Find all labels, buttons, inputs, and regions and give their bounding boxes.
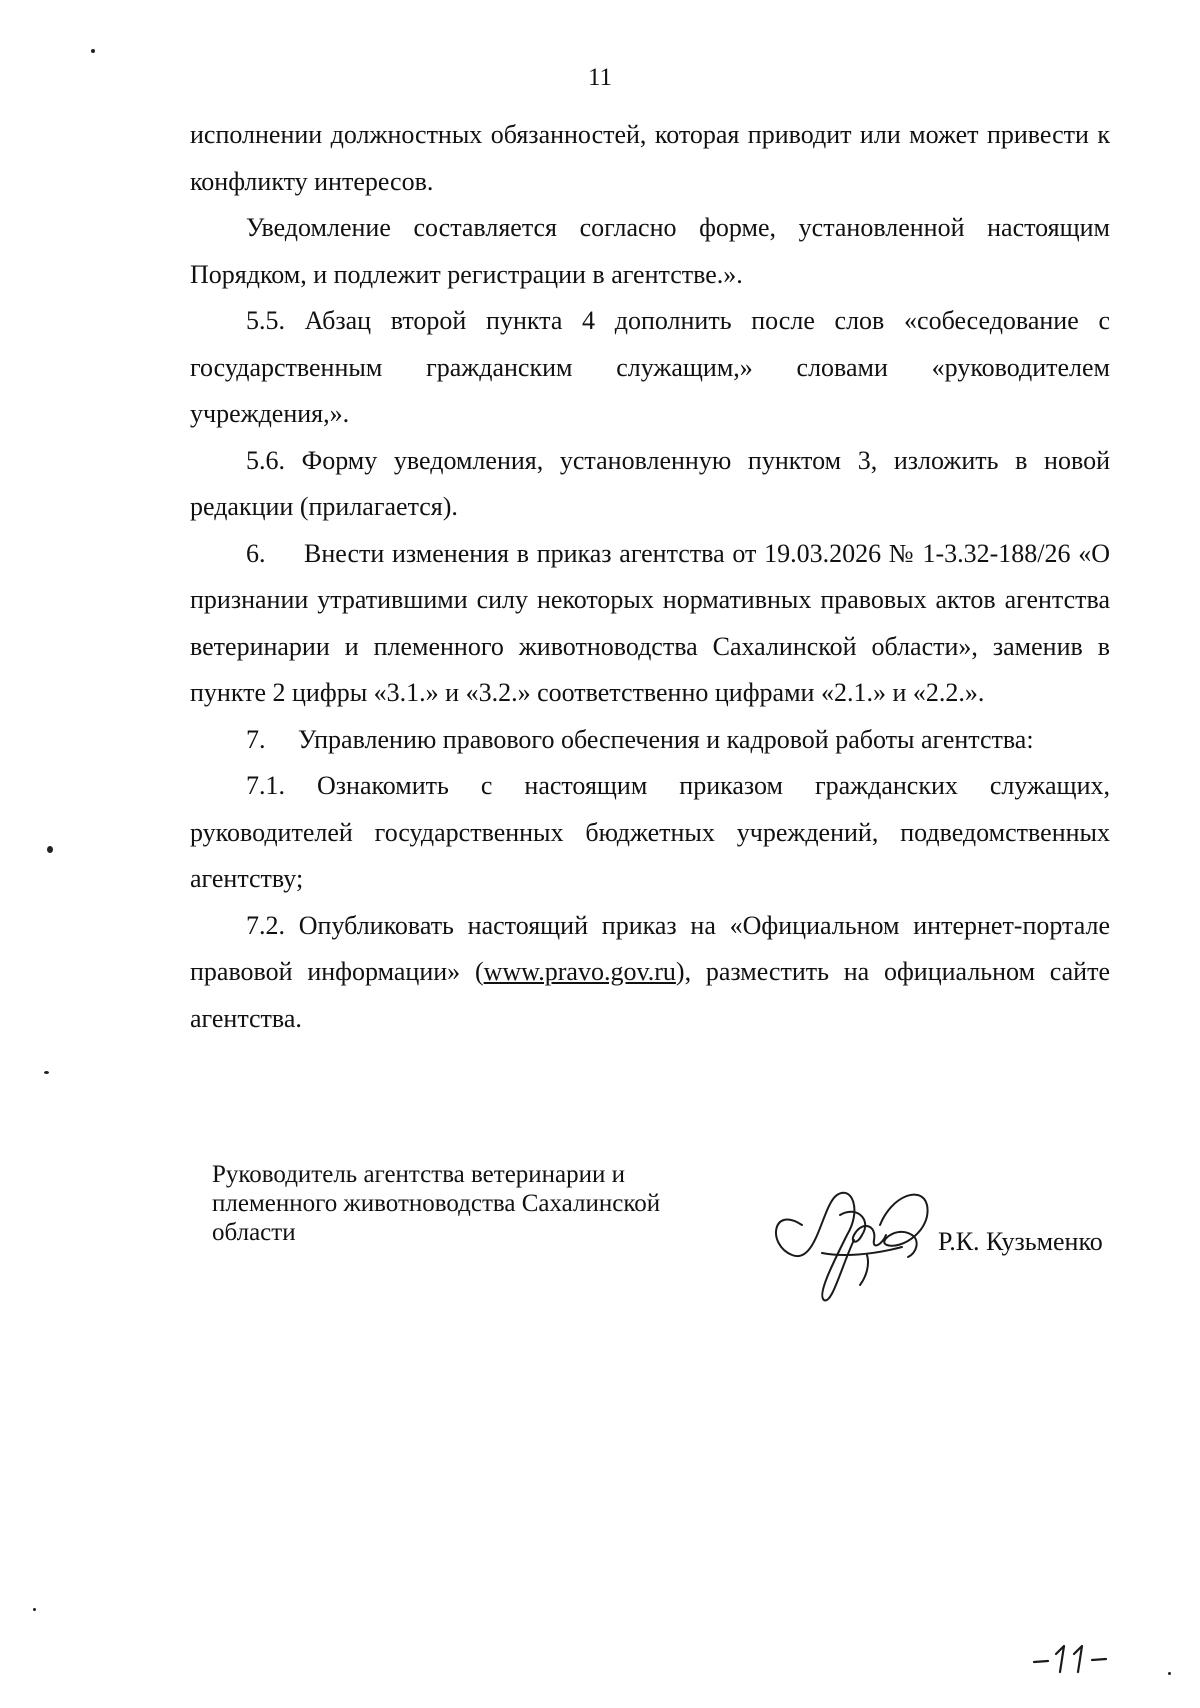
- paragraph-7-2-text-after: ), разместить на официальном сайте агентства.: [190, 957, 1111, 1033]
- paragraph-7-2-text-before: 7.2. Опубликовать настоящий приказ на «Официальном интернет-портале правовой информации» (: [190, 910, 1110, 986]
- paragraph-notification-form: Уведомление составляется согласно форме, установленной настоящим Порядком, и подлежит регистрации в агентстве.».: [190, 213, 1110, 289]
- handwritten-page-number: [1030, 1638, 1120, 1678]
- signer-position: [212, 1160, 732, 1247]
- pravo-gov-link[interactable]: www.pravo.gov.ru: [483, 957, 676, 986]
- scan-speck: [91, 49, 95, 53]
- paragraph-7-2: [190, 903, 1110, 1043]
- scan-speck: [1168, 1672, 1171, 1675]
- signer-position-line: Руководитель агентства ветеринарии и: [212, 1161, 626, 1188]
- paragraph-6: 6. Внести изменения в приказ агентства от 19.03.2026 № 1-3.32-188/26 «О признании утратившими силу некоторых нормативных правовых актов агентства ветеринарии и племенного животноводства Сахалинской области», заменив в пункте 2 цифры «3.1.» и «3.2.» соответственно цифрами «2.1.» и «2.2.».: [190, 538, 1117, 707]
- scan-speck: [33, 1608, 36, 1611]
- page-number: 11: [587, 64, 613, 91]
- handwritten-signature-icon: [762, 1165, 942, 1305]
- signer-name: Р.К. Кузьменко: [938, 1227, 1103, 1256]
- document-body: [190, 112, 1117, 1042]
- paragraph-7: 7. Управлению правового обеспечения и кадровой работы агентства:: [246, 724, 1034, 754]
- scan-speck: [44, 1071, 49, 1074]
- scan-speck: [47, 846, 53, 853]
- paragraph-5-6: 5.6. Форму уведомления, установленную пунктом 3, изложить в новой редакции (прилагается).: [190, 445, 1110, 521]
- paragraph-5-5: 5.5. Абзац второй пункта 4 дополнить после слов «собеседование с государственным гражданским служащим,» словами «руководителем учреждения,».: [190, 306, 1110, 428]
- paragraph-7-1: 7.1. Ознакомить с настоящим приказом гражданских служащих, руководителей государственных бюджетных учреждений, подведомственных агентству;: [190, 771, 1110, 893]
- signer-position-line: племенного животноводства Сахалинской: [212, 1190, 661, 1217]
- signer-position-line: области: [212, 1219, 296, 1246]
- paragraph-continuation: исполнении должностных обязанностей, которая приводит или может привести к конфликту интересов.: [190, 120, 1110, 196]
